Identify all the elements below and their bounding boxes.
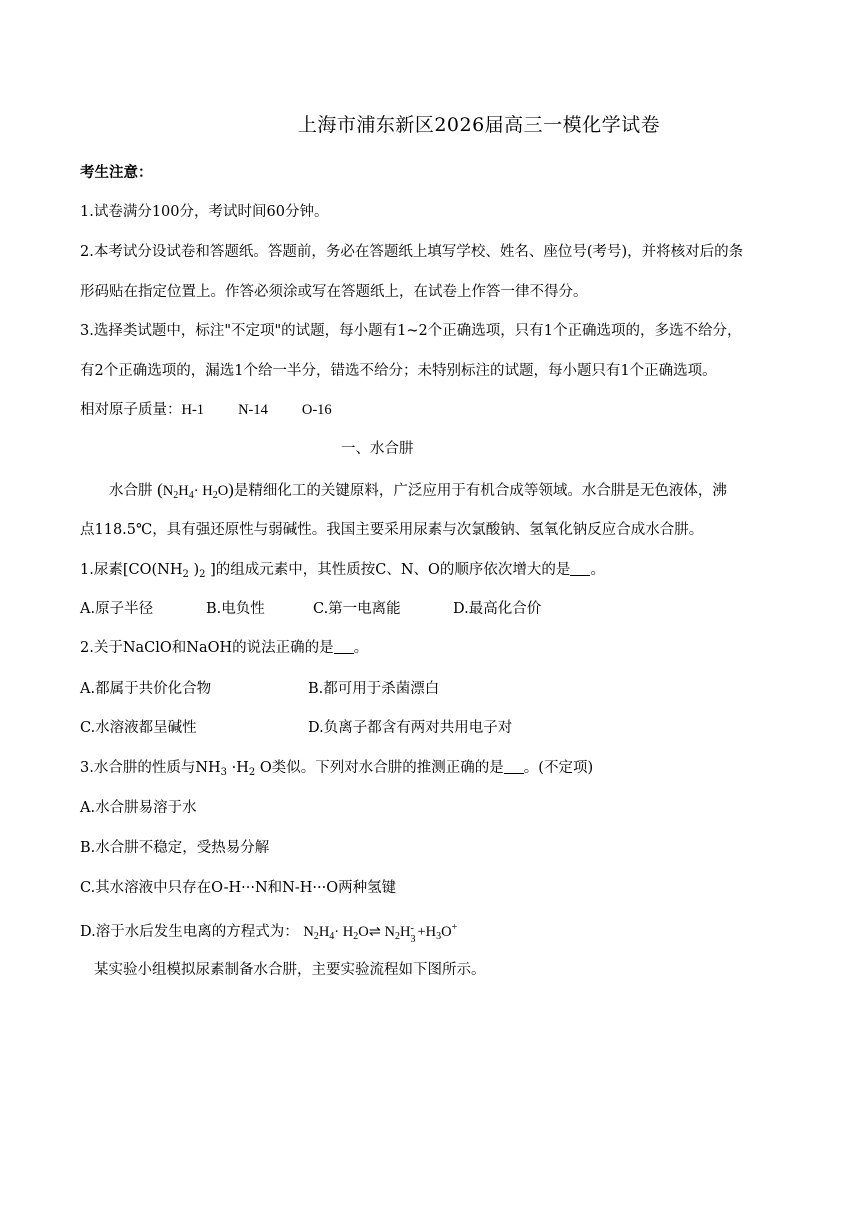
section-intro-line-1 — [109, 480, 727, 506]
stem-text: O类似。下列对水合肼的推测正确的是 — [255, 760, 504, 776]
formula-part: · H — [193, 483, 213, 499]
option-a[interactable]: A.水合肼易溶于水 — [80, 800, 197, 816]
formula-sub: 2 — [173, 490, 179, 501]
atomic-mass-o: O-16 — [301, 402, 332, 418]
question-1-stem — [80, 560, 605, 585]
eq-part: H — [399, 924, 411, 940]
option-c[interactable]: C.水溶液都呈碱性 — [80, 720, 197, 736]
atomic-mass-label: 相对原子质量： — [80, 402, 182, 418]
option-a[interactable]: A.原子半径 — [80, 601, 154, 617]
question-2-stem — [80, 638, 368, 658]
stem-text: 。 — [590, 562, 605, 578]
option-c[interactable]: C.其水溶液中只存在O-H···N和N-H···O两种氢键 — [80, 880, 397, 896]
section-heading: 一、水合肼 — [341, 441, 414, 457]
notice-item-3: 3.选择类试题中，标注"不定项"的试题，每小题有1~2个正确选项，只有1个正确选项的，多选不给分， — [80, 323, 742, 339]
closing-paragraph: 某实验小组模拟尿素制备水合肼，主要实验流程如下图所示。 — [94, 962, 486, 978]
stem-text: 。 — [353, 640, 369, 656]
eq-sup: + — [451, 922, 458, 933]
eq-part: · H — [334, 924, 354, 940]
question-3-stem — [80, 758, 593, 783]
question-2-options-row-1 — [80, 679, 439, 699]
intro-text: 是精细化工的关键原料，广泛应用于有机合成等领域。水合肼是无色液体，沸 — [233, 483, 727, 499]
question-1-options — [80, 599, 541, 619]
stem-sub: 2 — [182, 569, 189, 580]
stem-text: ) — [188, 562, 200, 578]
intro-text: 水合肼 — [109, 483, 153, 499]
answer-blank[interactable] — [334, 639, 354, 654]
notice-heading: 考生注意： — [80, 164, 153, 181]
option-text: D.溶于水后发生电离的方程式为： — [80, 924, 299, 940]
atomic-mass-n: N-14 — [238, 402, 268, 418]
notice-item-2-cont: 形码贴在指定位置上。作答必须涂或写在答题纸上，在试卷上作答一律不得分。 — [80, 284, 588, 300]
answer-blank[interactable] — [570, 561, 590, 576]
eq-sub: 2 — [394, 931, 400, 942]
option-b[interactable]: B.电负性 — [206, 601, 265, 617]
eq-part: O⇌ N — [358, 924, 395, 940]
eq-part: H — [318, 924, 330, 940]
stem-text: 2.关于NaClO和NaOH的说法正确的是 — [80, 640, 334, 656]
formula-sub: 2 — [212, 490, 218, 501]
option-d[interactable]: D.负离子都含有两对共用电子对 — [308, 720, 513, 736]
ionization-equation — [303, 922, 458, 945]
formula-part: H — [178, 483, 189, 499]
eq-sub: 3 — [436, 931, 442, 942]
eq-part: +H — [417, 924, 437, 940]
eq-part: N — [303, 924, 314, 940]
stem-sub: 3 — [220, 767, 228, 778]
notice-item-1: 1.试卷满分100分，考试时间60分钟。 — [80, 204, 329, 220]
option-c[interactable]: C.第一电离能 — [313, 601, 401, 617]
stem-text: 。(不定项) — [523, 760, 594, 776]
notice-item-3-cont: 有2个正确选项的，漏选1个给一半分，错选不给分；未特别标注的试题，每小题只有1个正确选项。 — [80, 363, 717, 379]
formula-paren: ) — [228, 480, 234, 499]
eq-sub: 3 — [410, 933, 416, 945]
formula-part: N — [162, 483, 174, 499]
stem-text: 1.尿素[CO(NH — [80, 562, 183, 578]
stem-text: ·H — [227, 760, 249, 776]
eq-sub: 2 — [313, 931, 319, 942]
stem-sub: 2 — [199, 569, 206, 580]
answer-blank[interactable] — [504, 759, 524, 774]
question-2-options-row-2 — [80, 718, 512, 738]
option-d[interactable]: D.最高化合价 — [453, 601, 542, 617]
option-b[interactable]: B.水合肼不稳定，受热易分解 — [80, 840, 270, 856]
option-b[interactable]: B.都可用于杀菌漂白 — [308, 681, 440, 697]
option-a[interactable]: A.都属于共价化合物 — [80, 681, 212, 697]
eq-sub: 2 — [353, 931, 359, 942]
hydrazine-hydrate-formula: ( — [157, 480, 163, 499]
formula-part: O — [217, 483, 229, 499]
stem-text: 3.水合肼的性质与NH — [80, 760, 221, 776]
atomic-mass-h: H-1 — [181, 402, 205, 418]
formula-sub: 4 — [188, 490, 194, 501]
option-d[interactable] — [80, 918, 457, 947]
section-intro-line-2: 点118.5℃，具有强还原性与弱碱性。我国主要采用尿素与次氯酸钠、氢氧化钠反应合成水合肼。 — [80, 522, 704, 538]
eq-subsup — [410, 922, 417, 945]
atomic-masses — [80, 400, 332, 420]
eq-sub: 4 — [329, 931, 335, 942]
stem-sub: 2 — [248, 767, 256, 778]
eq-part: O — [441, 924, 452, 940]
page-title: 上海市浦东新区2026届高三一模化学试卷 — [297, 114, 661, 136]
eq-sup: - — [410, 922, 414, 934]
stem-text: ]的组成元素中，其性质按C、N、O的顺序依次增大的是 — [205, 562, 571, 578]
notice-item-2: 2.本考试分设试卷和答题纸。答题前，务必在答题纸上填写学校、姓名、座位号(考号)，并将核对后的条 — [80, 244, 744, 260]
